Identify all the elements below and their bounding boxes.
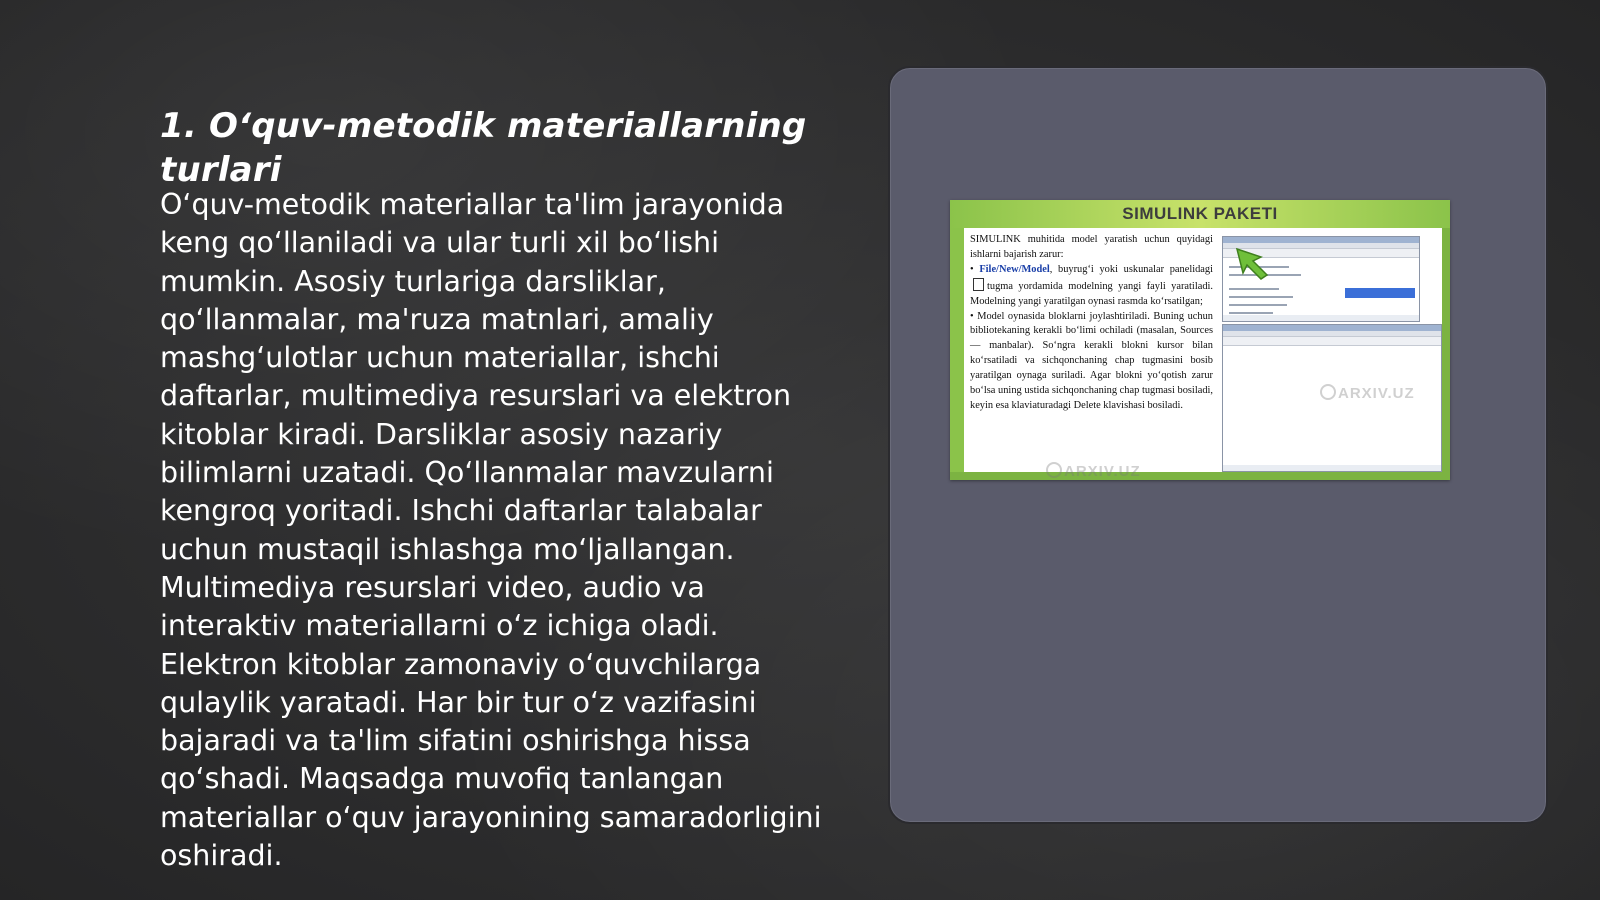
bullet-1-text-a: , buyrug‘i yoki uskunalar panelidagi xyxy=(1049,263,1213,275)
image-header: SIMULINK PAKETI xyxy=(950,200,1450,228)
picture-frame xyxy=(888,66,1548,824)
watermark-circle-icon xyxy=(1046,462,1062,478)
watermark-text: ARXIV.UZ xyxy=(1064,463,1141,480)
watermark-circle-icon xyxy=(1320,384,1336,400)
image-right-accent xyxy=(1442,228,1450,480)
file-new-model-link: File/New/Model xyxy=(979,263,1050,275)
slide-body-text: O‘quv-metodik materiallar ta'lim jarayonida keng qo‘llaniladi va ular turli xil bo‘lishi mumkin. Asosiy turlariga darsliklar, qo‘llanmalar, ma'ruza matnlari, amaliy mashg‘ulotlar uchun materiallar, ishchi daftarlar, multimediya resurslari va elektron kitoblar kiradi. Darsliklar asosiy nazariy bilimlarni uzatadi. Qo‘llanmalar mavzularni kengroq yoritadi. Ishchi daftarlar talabalar uchun mustaqil ishlashga mo‘ljallangan. Multimediya resurslari video, audio va interaktiv materiallarni o‘z ichiga oladi. Elektron kitoblar zamonaviy o‘quvchilarga qulaylik yaratadi. Har bir tur o‘z vazifasini bajaradi va ta'lim sifatini oshirishga hissa qo‘shadi. Maqsadga muvofiq tanlangan materiallar o‘quv jarayonining samaradorligini oshiradi. xyxy=(160,188,822,873)
simulink-page-image xyxy=(950,200,1450,480)
image-bullet-1 xyxy=(970,263,1213,310)
image-left-accent xyxy=(950,228,964,480)
image-body-text xyxy=(970,233,1213,414)
slide-title: 1. O‘quv-metodik materiallarning turlari xyxy=(160,106,807,190)
bullet-marker: • xyxy=(970,263,980,275)
image-bottom-accent xyxy=(950,472,1450,480)
watermark-text: ARXIV.UZ xyxy=(1338,385,1415,402)
new-file-icon xyxy=(973,278,984,291)
watermark xyxy=(1320,384,1415,402)
pointer-arrow-icon xyxy=(1235,247,1271,281)
watermark-bottom xyxy=(1046,462,1141,480)
image-bullet-2: • Model oynasida bloklarni joylashtiriladi. Buning uchun bibliotekaning kerakli bo‘limi ochiladi (masalan, Sources— manbalar). So‘ngra kerakli blokni kursor bilan ko‘rsatiladi va sichqonchaning chap tugmasini bosib yaratilgan oynaga suriladi. Agar blokni yo‘qotish zarur bo‘lsa uning ustida sichqonchaning chap tugmasi bosiladi, keyin esa klaviaturadagi Delete klavishasi bosiladi. xyxy=(970,310,1213,411)
image-paragraph-1: SIMULINK muhitida model yaratish uchun quyidagi ishlarni bajarish zarur: xyxy=(970,234,1213,260)
bullet-1-text-b: tugma yordamida modelning yangi fayli yaratiladi. Modelning yangi yaratilgan oynasi rasmda ko‘rsatilgan; xyxy=(970,280,1213,307)
library-browser-screenshot xyxy=(1222,236,1420,322)
